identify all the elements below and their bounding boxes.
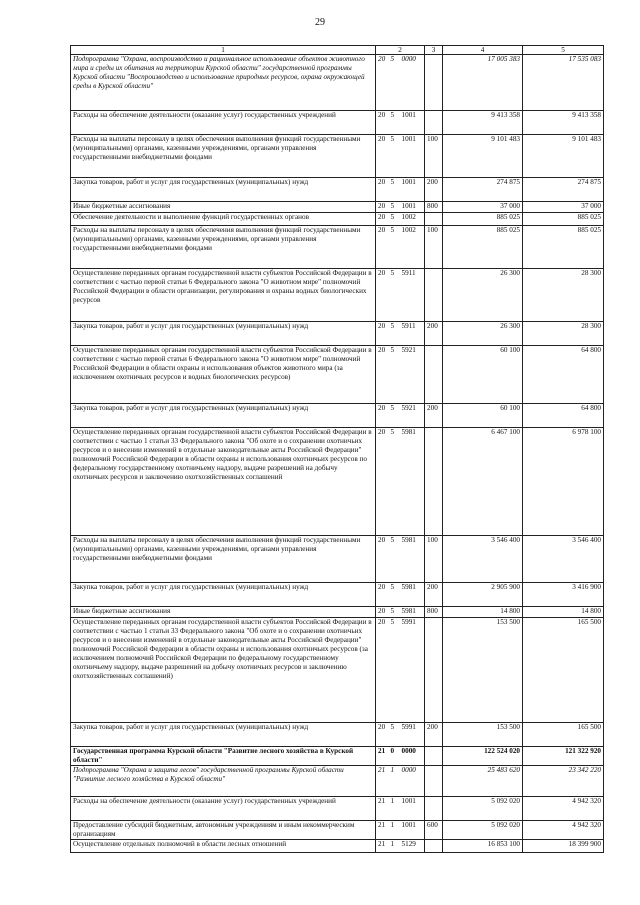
code-subprogram: 5 — [389, 583, 400, 607]
amount-year-1: 274 875 — [443, 178, 523, 202]
code-direction: 5911 — [400, 269, 425, 322]
amount-year-2: 9 413 358 — [523, 111, 604, 135]
table-row — [71, 766, 604, 797]
code-subprogram: 5 — [389, 607, 400, 618]
code-direction: 1001 — [400, 135, 425, 178]
code-program: 20 — [376, 607, 389, 618]
code-program: 20 — [376, 404, 389, 428]
amount-year-2: 4 942 320 — [523, 797, 604, 821]
row-description: Осуществление переданных органам государственной власти субъектов Российской Федерации в соответствии с частью 1 статьи 33 Федерального закона "Об охоте и о сохранении охотничьих ресурсов и о внесении изменений в отдельные законодательные акты Российской Федерации" полномочий Российской Федерации в области охраны и использования охотничьих ресурсов (за исключением полномочий Российской Федерации по федеральному государственному охотничьему надзору, выдаче разрешений на добычу охотничьих ресурсов и заключению охотхозяйственных соглашений) — [71, 618, 376, 723]
code-program: 21 — [376, 840, 389, 853]
row-description: Расходы на выплаты персоналу в целях обеспечения выполнения функций государственными (муниципальными) органами, казенными учреждениями, органами управления государственными внебюджетными фондами — [71, 226, 376, 269]
table-row — [71, 178, 604, 202]
code-program: 20 — [376, 583, 389, 607]
amount-year-1: 153 500 — [443, 618, 523, 723]
code-expense-type — [425, 346, 443, 404]
row-description: Закупка товаров, работ и услуг для государственных (муниципальных) нужд — [71, 583, 376, 607]
code-subprogram: 5 — [389, 269, 400, 322]
code-program: 20 — [376, 536, 389, 583]
header-col-1: 1 — [71, 46, 376, 55]
amount-year-1: 25 483 620 — [443, 766, 523, 797]
code-expense-type — [425, 269, 443, 322]
table-row — [71, 269, 604, 322]
code-direction: 5921 — [400, 346, 425, 404]
row-description: Обеспечение деятельности и выполнение функций государственных органов — [71, 213, 376, 226]
code-expense-type — [425, 428, 443, 536]
code-subprogram: 5 — [389, 111, 400, 135]
row-description: Осуществление отдельных полномочий в области лесных отношений — [71, 840, 376, 853]
code-expense-type: 600 — [425, 821, 443, 840]
code-program: 20 — [376, 55, 389, 111]
amount-year-1: 37 000 — [443, 202, 523, 213]
code-subprogram: 5 — [389, 404, 400, 428]
code-program: 21 — [376, 821, 389, 840]
code-direction: 1001 — [400, 178, 425, 202]
amount-year-2: 23 342 220 — [523, 766, 604, 797]
amount-year-1: 60 100 — [443, 404, 523, 428]
code-program: 20 — [376, 226, 389, 269]
code-subprogram: 5 — [389, 322, 400, 346]
code-subprogram: 5 — [389, 135, 400, 178]
table-row — [71, 135, 604, 178]
table-row — [71, 346, 604, 404]
code-subprogram: 1 — [389, 821, 400, 840]
code-program: 21 — [376, 766, 389, 797]
row-description: Закупка товаров, работ и услуг для государственных (муниципальных) нужд — [71, 322, 376, 346]
code-direction: 0000 — [400, 747, 425, 766]
row-description: Расходы на выплаты персоналу в целях обеспечения выполнения функций государственными (муниципальными) органами, казенными учреждениями, органами управления государственными внебюджетными фондами — [71, 135, 376, 178]
code-expense-type: 200 — [425, 322, 443, 346]
amount-year-1: 5 092 020 — [443, 797, 523, 821]
amount-year-1: 2 905 900 — [443, 583, 523, 607]
table-body — [71, 55, 604, 853]
code-program: 20 — [376, 269, 389, 322]
row-description: Иные бюджетные ассигнования — [71, 607, 376, 618]
code-program: 20 — [376, 346, 389, 404]
code-program: 20 — [376, 618, 389, 723]
code-direction: 1001 — [400, 821, 425, 840]
code-program: 20 — [376, 202, 389, 213]
row-description: Подпрограмма "Охрана и защита лесов" государственной программы Курской области "Развитие лесного хозяйства в Курской области" — [71, 766, 376, 797]
table-row — [71, 723, 604, 747]
amount-year-2: 165 500 — [523, 618, 604, 723]
row-description: Подпрограмма "Охрана, воспроизводство и рациональное использование объектов животного мира и среды их обитания на территории Курской области" государственной программы Курской области "Воспроизводство и использование природных ресурсов, охрана окружающей среды в Курской области" — [71, 55, 376, 111]
amount-year-2: 3 546 400 — [523, 536, 604, 583]
header-row — [71, 46, 604, 55]
table-row — [71, 322, 604, 346]
code-direction: 5981 — [400, 583, 425, 607]
amount-year-2: 121 322 920 — [523, 747, 604, 766]
row-description: Расходы на обеспечение деятельности (оказание услуг) государственных учреждений — [71, 111, 376, 135]
row-description: Предоставление субсидий бюджетным, автономным учреждениям и иным некоммерческим организациям — [71, 821, 376, 840]
table-row — [71, 55, 604, 111]
code-subprogram: 5 — [389, 226, 400, 269]
table-row — [71, 202, 604, 213]
amount-year-1: 885 025 — [443, 213, 523, 226]
code-direction: 5981 — [400, 428, 425, 536]
amount-year-1: 3 546 400 — [443, 536, 523, 583]
amount-year-2: 3 416 900 — [523, 583, 604, 607]
code-expense-type — [425, 797, 443, 821]
amount-year-2: 274 875 — [523, 178, 604, 202]
code-direction: 5981 — [400, 536, 425, 583]
amount-year-2: 4 942 320 — [523, 821, 604, 840]
code-expense-type — [425, 618, 443, 723]
table-row — [71, 428, 604, 536]
code-subprogram: 1 — [389, 840, 400, 853]
table-row — [71, 404, 604, 428]
code-subprogram: 1 — [389, 766, 400, 797]
table-row — [71, 536, 604, 583]
code-subprogram: 5 — [389, 178, 400, 202]
code-program: 20 — [376, 723, 389, 747]
amount-year-1: 9 101 483 — [443, 135, 523, 178]
code-subprogram: 0 — [389, 747, 400, 766]
amount-year-2: 28 300 — [523, 269, 604, 322]
row-description: Осуществление переданных органам государственной власти субъектов Российской Федерации в соответствии с частью первой статьи 6 Федерального закона "О животном мире" полномочий Российской Федерации в области организации, регулирования и охраны водных биологических ресурсов — [71, 269, 376, 322]
code-direction: 0000 — [400, 766, 425, 797]
code-program: 20 — [376, 428, 389, 536]
code-direction: 1001 — [400, 797, 425, 821]
row-description: Расходы на обеспечение деятельности (оказание услуг) государственных учреждений — [71, 797, 376, 821]
code-program: 20 — [376, 135, 389, 178]
code-program: 20 — [376, 322, 389, 346]
code-expense-type: 200 — [425, 723, 443, 747]
amount-year-1: 153 500 — [443, 723, 523, 747]
amount-year-2: 9 101 483 — [523, 135, 604, 178]
code-expense-type: 100 — [425, 226, 443, 269]
code-expense-type: 800 — [425, 607, 443, 618]
code-subprogram: 5 — [389, 723, 400, 747]
code-subprogram: 5 — [389, 428, 400, 536]
code-expense-type — [425, 747, 443, 766]
amount-year-2: 165 500 — [523, 723, 604, 747]
amount-year-2: 37 000 — [523, 202, 604, 213]
amount-year-2: 28 300 — [523, 322, 604, 346]
code-subprogram: 5 — [389, 346, 400, 404]
table-row — [71, 226, 604, 269]
header-col-4: 4 — [443, 46, 523, 55]
code-expense-type: 100 — [425, 536, 443, 583]
code-program: 20 — [376, 213, 389, 226]
code-subprogram: 5 — [389, 202, 400, 213]
code-expense-type: 200 — [425, 583, 443, 607]
code-subprogram: 5 — [389, 536, 400, 583]
row-description: Осуществление переданных органам государственной власти субъектов Российской Федерации в соответствии с частью 1 статьи 33 Федерального закона "Об охоте и о сохранении охотничьих ресурсов и о внесении изменений в отдельные законодательные акты Российской Федерации" полномочий Российской Федерации в области охраны и использования охотничьих ресурсов по федеральному государственному охотничьему надзору, выдаче разрешений на добычу охотничьих ресурсов и заключению охотхозяйственных соглашений — [71, 428, 376, 536]
code-expense-type — [425, 55, 443, 111]
amount-year-1: 26 300 — [443, 269, 523, 322]
code-direction: 5129 — [400, 840, 425, 853]
row-description: Расходы на выплаты персоналу в целях обеспечения выполнения функций государственными (муниципальными) органами, казенными учреждениями, органами управления государственными внебюджетными фондами — [71, 536, 376, 583]
code-expense-type — [425, 111, 443, 135]
table-row — [71, 111, 604, 135]
code-direction: 1001 — [400, 111, 425, 135]
header-col-3: 3 — [425, 46, 443, 55]
row-description: Закупка товаров, работ и услуг для государственных (муниципальных) нужд — [71, 178, 376, 202]
table-row — [71, 840, 604, 853]
code-direction: 1002 — [400, 226, 425, 269]
amount-year-1: 122 524 020 — [443, 747, 523, 766]
amount-year-2: 14 800 — [523, 607, 604, 618]
header-col-2: 2 — [376, 46, 425, 55]
code-subprogram: 5 — [389, 618, 400, 723]
amount-year-2: 6 978 100 — [523, 428, 604, 536]
amount-year-1: 26 300 — [443, 322, 523, 346]
page-number: 29 — [315, 17, 325, 28]
amount-year-1: 9 413 358 — [443, 111, 523, 135]
amount-year-1: 5 092 020 — [443, 821, 523, 840]
code-direction: 1002 — [400, 213, 425, 226]
code-expense-type — [425, 840, 443, 853]
amount-year-2: 18 399 900 — [523, 840, 604, 853]
code-direction: 5981 — [400, 607, 425, 618]
amount-year-2: 64 800 — [523, 346, 604, 404]
code-direction: 5991 — [400, 723, 425, 747]
amount-year-2: 64 800 — [523, 404, 604, 428]
code-expense-type — [425, 766, 443, 797]
budget-table — [70, 45, 604, 853]
code-expense-type: 100 — [425, 135, 443, 178]
row-description: Государственная программа Курской области "Развитие лесного хозяйства в Курской области" — [71, 747, 376, 766]
code-direction: 5991 — [400, 618, 425, 723]
amount-year-2: 885 025 — [523, 213, 604, 226]
row-description: Закупка товаров, работ и услуг для государственных (муниципальных) нужд — [71, 404, 376, 428]
table-row — [71, 747, 604, 766]
code-direction: 1001 — [400, 202, 425, 213]
table-row — [71, 821, 604, 840]
code-expense-type: 200 — [425, 404, 443, 428]
amount-year-2: 17 535 083 — [523, 55, 604, 111]
code-direction: 0000 — [400, 55, 425, 111]
code-direction: 5911 — [400, 322, 425, 346]
code-expense-type — [425, 213, 443, 226]
code-expense-type: 200 — [425, 178, 443, 202]
amount-year-1: 60 100 — [443, 346, 523, 404]
amount-year-1: 6 467 100 — [443, 428, 523, 536]
code-program: 21 — [376, 747, 389, 766]
row-description: Закупка товаров, работ и услуг для государственных (муниципальных) нужд — [71, 723, 376, 747]
code-program: 21 — [376, 797, 389, 821]
amount-year-1: 14 800 — [443, 607, 523, 618]
code-program: 20 — [376, 111, 389, 135]
code-expense-type: 800 — [425, 202, 443, 213]
code-direction: 5921 — [400, 404, 425, 428]
amount-year-1: 885 025 — [443, 226, 523, 269]
code-subprogram: 1 — [389, 797, 400, 821]
table-row — [71, 797, 604, 821]
row-description: Осуществление переданных органам государственной власти субъектов Российской Федерации в соответствии с частью первой статьи 6 Федерального закона "О животном мире" полномочий Российской Федерации в области охраны и использования объектов животного мира (за исключением охотничьих ресурсов и водных биологических ресурсов) — [71, 346, 376, 404]
amount-year-1: 17 005 383 — [443, 55, 523, 111]
table-row — [71, 607, 604, 618]
table-row — [71, 618, 604, 723]
header-col-5: 5 — [523, 46, 604, 55]
amount-year-2: 885 025 — [523, 226, 604, 269]
table-row — [71, 583, 604, 607]
table-row — [71, 213, 604, 226]
amount-year-1: 16 853 100 — [443, 840, 523, 853]
row-description: Иные бюджетные ассигнования — [71, 202, 376, 213]
code-subprogram: 5 — [389, 55, 400, 111]
code-program: 20 — [376, 178, 389, 202]
code-subprogram: 5 — [389, 213, 400, 226]
